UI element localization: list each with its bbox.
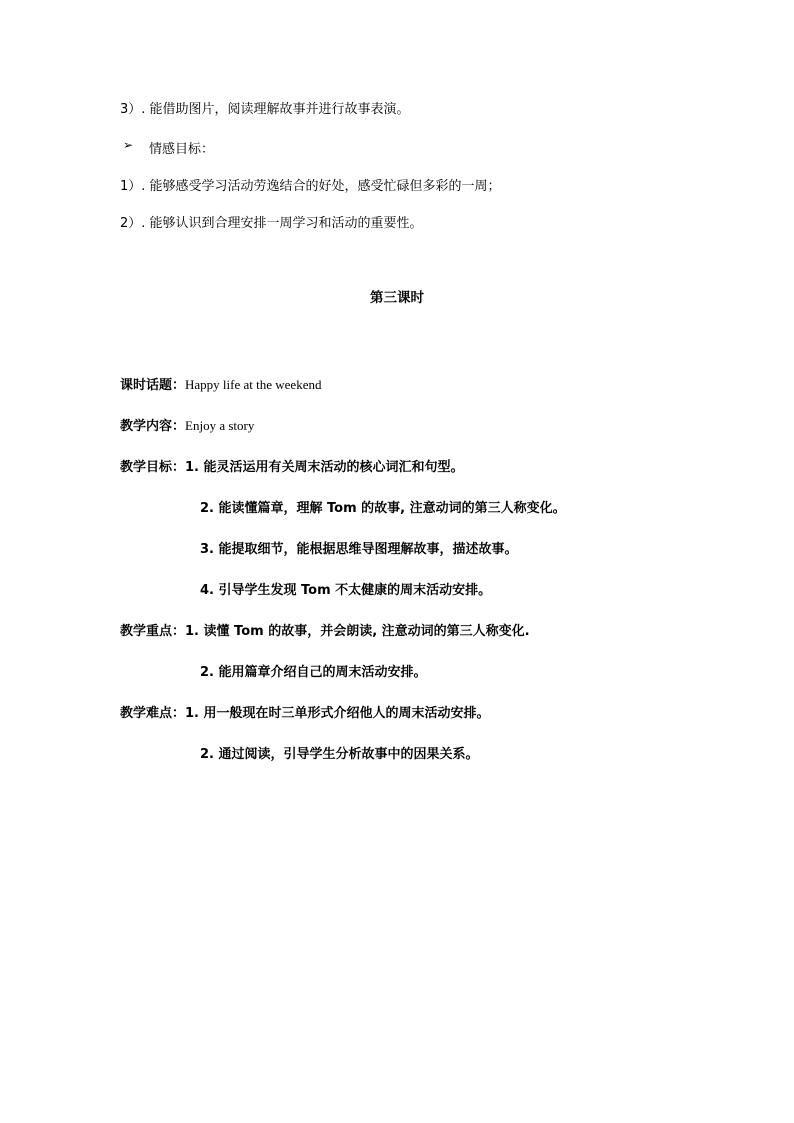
- goal-3: 3. 能提取细节，能根据思维导图理解故事，描述故事。: [200, 542, 518, 557]
- key-point-2: 2. 能用篇章介绍自己的周末活动安排。: [200, 665, 427, 680]
- key-points-label: 教学重点：: [120, 624, 186, 639]
- difficulties-row: [120, 702, 490, 721]
- affective-item-1: 1）. 能够感受学习活动劳逸结合的好处，感受忙碌但多彩的一周；: [120, 179, 501, 194]
- goal-4: 4. 引导学生发现 Tom 不太健康的周末活动安排。: [200, 583, 492, 598]
- affective-item-2: 2）. 能够认识到合理安排一周学习和活动的重要性。: [120, 216, 423, 231]
- key-points-row: [120, 620, 530, 639]
- difficulties-label: 教学难点：: [120, 706, 186, 721]
- difficulty-2: 2. 通过阅读，引导学生分析故事中的因果关系。: [200, 747, 479, 762]
- key-point-1: 1. 读懂 Tom 的故事，并会朗读, 注意动词的第三人称变化.: [185, 624, 530, 639]
- goal-item-3: 3）. 能借助图片，阅读理解故事并进行故事表演。: [120, 102, 410, 117]
- affective-heading: 情感目标：: [149, 142, 215, 157]
- lesson-title: 第三课时: [370, 290, 424, 306]
- goal-1: 1. 能灵活运用有关周末活动的核心词汇和句型。: [185, 460, 464, 475]
- topic-value: Happy life at the weekend: [185, 377, 322, 392]
- content-label: 教学内容：: [120, 419, 186, 434]
- goals-row: [120, 456, 464, 475]
- arrow-bullet-icon: ➢: [123, 138, 134, 152]
- content-row: [120, 415, 254, 434]
- topic-label: 课时话题：: [120, 378, 186, 393]
- topic-row: [120, 374, 321, 393]
- goals-label: 教学目标：: [120, 460, 186, 475]
- content-value: Enjoy a story: [185, 418, 255, 433]
- difficulty-1: 1. 用一般现在时三单形式介绍他人的周末活动安排。: [185, 706, 490, 721]
- goal-2: 2. 能读懂篇章，理解 Tom 的故事, 注意动词的第三人称变化。: [200, 501, 566, 516]
